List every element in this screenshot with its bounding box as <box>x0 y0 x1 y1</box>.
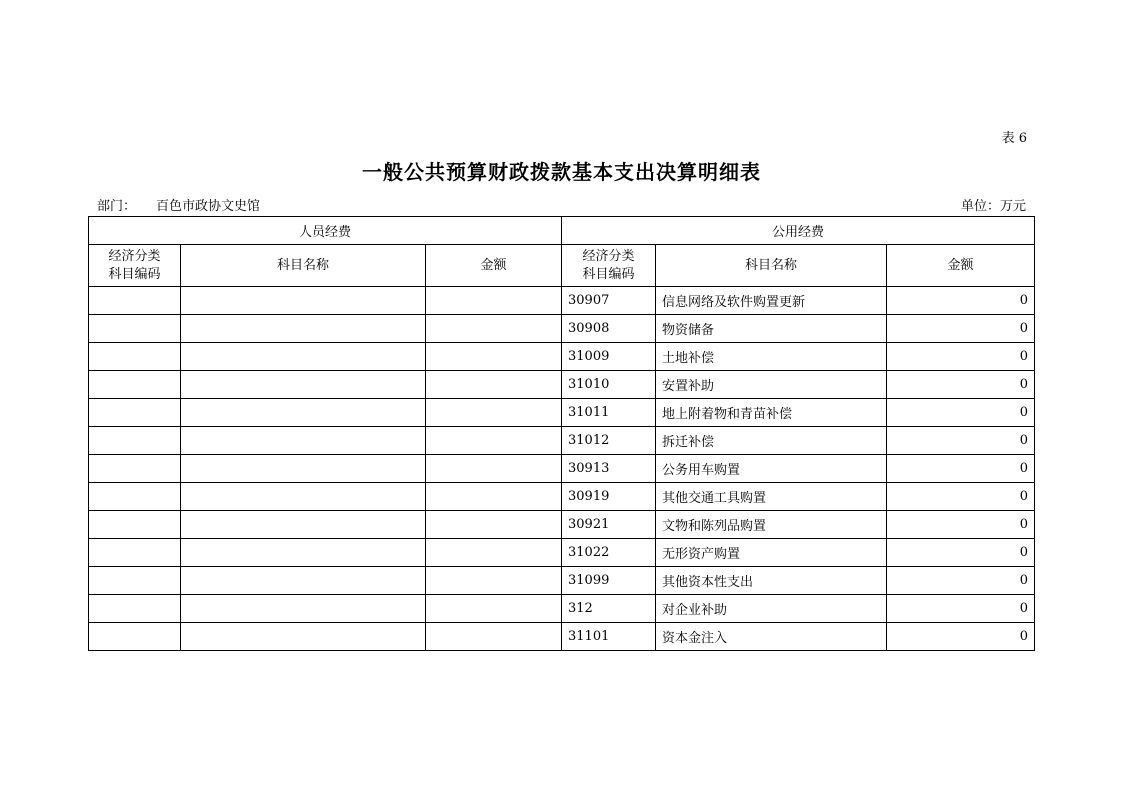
personnel-name-cell <box>181 539 426 567</box>
public-amount-cell: 0 <box>887 427 1035 455</box>
expense-detail-table <box>88 216 1035 651</box>
public-name-cell: 公务用车购置 <box>656 455 887 483</box>
unit-label: 单位：万元 <box>960 199 1026 214</box>
department <box>97 195 260 214</box>
public-amount-cell: 0 <box>887 343 1035 371</box>
table-row <box>89 595 1035 623</box>
public-amount-cell: 0 <box>887 483 1035 511</box>
public-code-cell: 31009 <box>562 343 656 371</box>
public-code-cell: 312 <box>562 595 656 623</box>
public-code-cell: 31012 <box>562 427 656 455</box>
personnel-name-cell <box>181 287 426 315</box>
personnel-amount-cell <box>426 399 562 427</box>
personnel-amount-cell <box>426 287 562 315</box>
public-code-cell: 30919 <box>562 483 656 511</box>
table-row <box>89 287 1035 315</box>
personnel-amount-cell <box>426 623 562 651</box>
table-row <box>89 399 1035 427</box>
page-title: 一般公共预算财政拨款基本支出决算明细表 <box>362 160 761 184</box>
personnel-name-cell <box>181 427 426 455</box>
personnel-amount-cell <box>426 455 562 483</box>
public-amount-cell: 0 <box>887 371 1035 399</box>
personnel-code-cell <box>89 623 181 651</box>
personnel-code-cell <box>89 427 181 455</box>
table-row <box>89 315 1035 343</box>
column-header-code: 经济分类 科目编码 <box>562 245 656 287</box>
group-header-row <box>89 217 1035 245</box>
table-row <box>89 511 1035 539</box>
column-header-amount: 金额 <box>426 245 562 287</box>
group-public-expenses: 公用经费 <box>562 217 1035 245</box>
public-code-cell: 30908 <box>562 315 656 343</box>
personnel-amount-cell <box>426 483 562 511</box>
public-name-cell: 信息网络及软件购置更新 <box>656 287 887 315</box>
personnel-name-cell <box>181 483 426 511</box>
personnel-amount-cell <box>426 315 562 343</box>
public-code-cell: 31099 <box>562 567 656 595</box>
personnel-code-cell <box>89 511 181 539</box>
department-name: 百色市政协文史馆 <box>156 199 261 214</box>
public-name-cell: 物资储备 <box>656 315 887 343</box>
table-row <box>89 567 1035 595</box>
table-row <box>89 427 1035 455</box>
table-row <box>89 623 1035 651</box>
column-header-name: 科目名称 <box>181 245 426 287</box>
public-code-cell: 31011 <box>562 399 656 427</box>
personnel-code-cell <box>89 595 181 623</box>
personnel-name-cell <box>181 595 426 623</box>
public-name-cell: 文物和陈列品购置 <box>656 511 887 539</box>
public-code-cell: 31022 <box>562 539 656 567</box>
table-number: 表 6 <box>1001 131 1027 146</box>
personnel-amount-cell <box>426 567 562 595</box>
personnel-amount-cell <box>426 511 562 539</box>
table-row <box>89 483 1035 511</box>
public-code-cell: 30907 <box>562 287 656 315</box>
column-header-code: 经济分类 科目编码 <box>89 245 181 287</box>
table-row <box>89 371 1035 399</box>
public-amount-cell: 0 <box>887 567 1035 595</box>
personnel-name-cell <box>181 455 426 483</box>
public-amount-cell: 0 <box>887 539 1035 567</box>
public-code-cell: 30921 <box>562 511 656 539</box>
public-name-cell: 资本金注入 <box>656 623 887 651</box>
public-code-cell: 31010 <box>562 371 656 399</box>
public-amount-cell: 0 <box>887 455 1035 483</box>
personnel-name-cell <box>181 511 426 539</box>
personnel-code-cell <box>89 539 181 567</box>
personnel-code-cell <box>89 399 181 427</box>
public-amount-cell: 0 <box>887 623 1035 651</box>
public-amount-cell: 0 <box>887 399 1035 427</box>
table-row <box>89 539 1035 567</box>
column-header-row <box>89 245 1035 287</box>
table-row <box>89 455 1035 483</box>
personnel-name-cell <box>181 399 426 427</box>
personnel-code-cell <box>89 483 181 511</box>
personnel-amount-cell <box>426 427 562 455</box>
personnel-code-cell <box>89 567 181 595</box>
personnel-code-cell <box>89 455 181 483</box>
department-label: 部门： <box>97 199 137 214</box>
personnel-code-cell <box>89 343 181 371</box>
personnel-amount-cell <box>426 343 562 371</box>
personnel-amount-cell <box>426 371 562 399</box>
public-amount-cell: 0 <box>887 595 1035 623</box>
public-name-cell: 对企业补助 <box>656 595 887 623</box>
group-personnel-expenses: 人员经费 <box>89 217 562 245</box>
personnel-amount-cell <box>426 539 562 567</box>
public-name-cell: 安置补助 <box>656 371 887 399</box>
public-code-cell: 30913 <box>562 455 656 483</box>
personnel-code-cell <box>89 287 181 315</box>
personnel-name-cell <box>181 371 426 399</box>
personnel-code-cell <box>89 315 181 343</box>
public-amount-cell: 0 <box>887 315 1035 343</box>
personnel-name-cell <box>181 623 426 651</box>
public-name-cell: 无形资产购置 <box>656 539 887 567</box>
personnel-name-cell <box>181 567 426 595</box>
personnel-name-cell <box>181 343 426 371</box>
personnel-name-cell <box>181 315 426 343</box>
personnel-amount-cell <box>426 595 562 623</box>
table-row <box>89 343 1035 371</box>
personnel-code-cell <box>89 371 181 399</box>
column-header-name: 科目名称 <box>656 245 887 287</box>
public-name-cell: 拆迁补偿 <box>656 427 887 455</box>
column-header-amount: 金额 <box>887 245 1035 287</box>
public-name-cell: 其他资本性支出 <box>656 567 887 595</box>
public-amount-cell: 0 <box>887 287 1035 315</box>
public-amount-cell: 0 <box>887 511 1035 539</box>
public-name-cell: 地上附着物和青苗补偿 <box>656 399 887 427</box>
public-name-cell: 土地补偿 <box>656 343 887 371</box>
public-code-cell: 31101 <box>562 623 656 651</box>
public-name-cell: 其他交通工具购置 <box>656 483 887 511</box>
